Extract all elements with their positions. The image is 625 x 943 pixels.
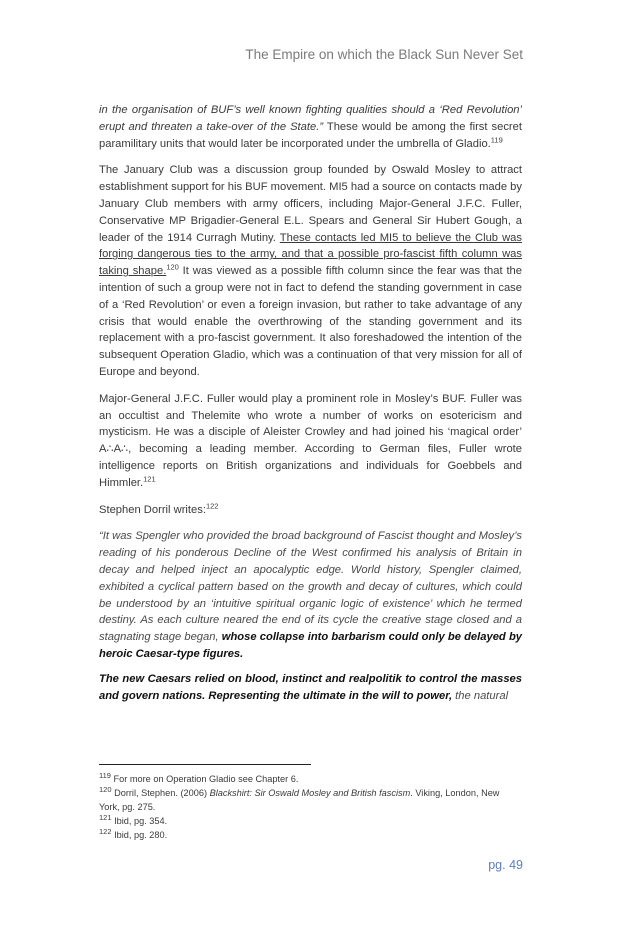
footnotes	[99, 770, 522, 843]
paragraph-4	[99, 502, 522, 519]
paragraph-2-text-a: The January Club was a discussion group founded by Oswald Mosley to attract establishment support for his BUF movement. MI5 had a source on contacts made by January Club members with army officers, including Major-General J.F.C. Fuller, Conservative MP Brigadier-General E.L. Spears and General Sir Hubert Gough, a leader of the 1914 Curragh Mutiny.	[99, 164, 522, 244]
underlined-passage: These contacts led MI5 to believe the Club was forging dangerous ties to the army, and that a possible pro-fascist fifth column was taking shape.	[99, 231, 522, 278]
paragraph-1-text: These would be among the first secret paramilitary units that would later be incorporated under the umbrella of Gladio.	[99, 120, 522, 150]
footnote-119	[99, 770, 522, 787]
paragraph-3	[99, 391, 522, 492]
footnote-number: 120	[99, 784, 112, 794]
paragraph-2-text-b: It was viewed as a possible fifth column since the fear was that the intention of such a group were not in fact to defend the standing government in case of a ‘Red Revolution’ or even a foreign invasion, but rather to take advantage of any crisis that would enable the overthrowing of the standing government and its replacement with a pro-fascist government. It also foreshadowed the intention of the subsequent Operation Gladio, which was a continuation of that very mission for all of Europe and beyond.	[99, 265, 522, 378]
footnote-book-title: Blackshirt: Sir Oswald Mosley and British fascism	[209, 787, 411, 798]
footnote-122	[99, 826, 522, 843]
footnote-number: 122	[99, 826, 112, 836]
block-quote-2-emphasis: The new Caesars relied on blood, instinct and realpolitik to control the masses and govern nations. Representing the ultimate in the will to power,	[99, 672, 522, 702]
footnote-text: For more on Operation Gladio see Chapter 6.	[110, 774, 299, 784]
footnote-ref-120[interactable]: 120	[166, 262, 179, 272]
footnote-text: Ibid, pg. 354.	[111, 815, 168, 826]
body-text	[99, 102, 522, 714]
footnote-number: 121	[99, 812, 112, 822]
block-quote-emphasis: whose collapse into barbarism could only be delayed by heroic Caesar-type figures.	[99, 631, 522, 660]
footnote-text-b: . Viking, London, New York, pg. 275.	[99, 787, 500, 812]
block-quote-1	[99, 528, 522, 662]
block-quote-2-text: the natural	[452, 689, 509, 702]
footnote-text: Ibid, pg. 280.	[111, 829, 168, 840]
footnote-number: 119	[99, 770, 111, 780]
footnote-ref-122[interactable]: 122	[205, 500, 219, 510]
footnote-text-a: Dorril, Stephen. (2006)	[111, 787, 210, 798]
footnote-separator	[99, 764, 311, 765]
paragraph-3-text: Major-General J.F.C. Fuller would play a prominent role in Mosley’s BUF. Fuller was an occultist and Thelemite who wrote a number of works on esotericism and mysticism. He was a disciple of Aleister Crowley and had joined his ‘magical order’ A∴A∴, becoming a leading member. According to German files, Fuller wrote intelligence reports on British organizations and individuals for Goebbels and Himmler.	[99, 392, 522, 489]
paragraph-2	[99, 162, 522, 380]
footnote-120	[99, 784, 522, 815]
footnote-121	[99, 812, 522, 829]
page-number: pg. 49	[488, 858, 523, 872]
footnote-ref-119[interactable]: 119	[490, 134, 503, 144]
paragraph-1	[99, 102, 522, 152]
running-header: The Empire on which the Black Sun Never Set	[245, 47, 523, 62]
quote-tail: in the organisation of BUF’s well known fighting qualities should a ‘Red Revolution’ erupt and threaten a take-over of the State.”	[99, 104, 522, 133]
block-quote-text: “It was Spengler who provided the broad background of Fascist thought and Mosley’s reading of his ponderous Decline of the West confirmed his analysis of Britain in decay and helped inject an apocalyptic edge. World history, Spengler claimed, exhibited a cyclical pattern based on the growth and decay of cultures, which could be understood by an ‘intuitive spiritual organic logic of existence’ which he termed destiny. As each culture neared the end of its cycle the creative stage closed and a stagnating stage began,	[99, 530, 522, 644]
footnote-ref-121[interactable]: 121	[143, 474, 156, 483]
block-quote-2	[99, 671, 522, 705]
paragraph-4-text: Stephen Dorril writes:	[99, 503, 206, 516]
